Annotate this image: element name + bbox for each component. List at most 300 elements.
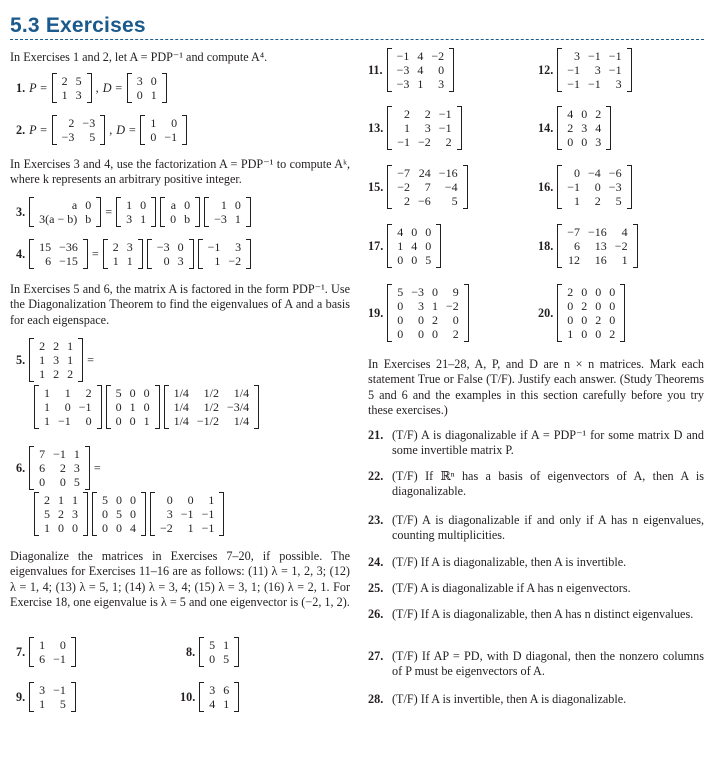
matrix-entry: 5 <box>89 130 96 144</box>
exercise-19 <box>368 284 469 342</box>
matrix-a <box>29 446 90 490</box>
matrix-entry: 2 <box>404 194 411 208</box>
exercise-8 <box>186 637 239 667</box>
matrix-entry: −1 <box>201 507 215 521</box>
matrix-entry: 12 <box>568 253 581 267</box>
separator: , <box>95 81 99 95</box>
matrix-entry: 3 <box>72 507 78 521</box>
exercise-17 <box>368 224 441 268</box>
matrix-entry: 4 <box>567 107 574 121</box>
exercise-number: 8. <box>186 645 196 659</box>
exercise-6 <box>16 446 101 490</box>
matrix-entry: 5 <box>451 194 458 208</box>
equation-label: P = <box>29 81 48 95</box>
matrix-entry: 2 <box>567 121 574 135</box>
matrix-entry: 5 <box>44 507 50 521</box>
matrix-entry: 1 <box>44 414 50 428</box>
exercise-number: 12. <box>538 63 554 77</box>
equation-label: P = <box>29 123 48 137</box>
matrix-entry: 6 <box>574 239 581 253</box>
exercise-number: 10. <box>180 690 196 704</box>
exercise-number: 1. <box>16 81 26 95</box>
matrix-entry: −2 <box>397 180 411 194</box>
matrix-entry: 6 <box>39 652 46 666</box>
matrix-entry: −1 <box>588 49 601 63</box>
matrix-entry: 4 <box>130 521 136 535</box>
matrix-entry: 0 <box>452 313 459 327</box>
exercise-number: 17. <box>368 239 384 253</box>
matrix-entry: −2 <box>160 521 173 535</box>
matrix-entry: −1 <box>608 63 622 77</box>
matrix-entry: 1 <box>417 77 424 91</box>
matrix-a <box>29 239 88 269</box>
matrix-entry: 0 <box>594 180 601 194</box>
matrix-entry: −1 <box>201 521 215 535</box>
matrix-entry: 0 <box>59 638 66 652</box>
matrix-entry: 0 <box>143 400 150 414</box>
exercise-4 <box>16 239 251 269</box>
matrix-entry: 0 <box>432 327 439 341</box>
matrix <box>29 637 76 667</box>
matrix-entry: 3 <box>209 683 216 697</box>
true-false-item <box>368 649 704 680</box>
matrix-d <box>106 385 160 429</box>
exercise-number: 7. <box>16 645 26 659</box>
matrix-entry: 0 <box>72 521 78 535</box>
matrix <box>387 284 469 342</box>
matrix <box>557 106 611 150</box>
matrix-entry: 1 <box>39 638 46 652</box>
matrix-entry: 0 <box>116 493 122 507</box>
matrix-entry: 6 <box>223 683 230 697</box>
matrix-entry: −2 <box>614 239 628 253</box>
matrix-entry: 1 <box>44 400 50 414</box>
matrix-entry: −36 <box>59 240 78 254</box>
matrix-entry: 7 <box>424 180 431 194</box>
matrix-entry: 2 <box>68 116 75 130</box>
matrix-entry: 3 <box>166 507 173 521</box>
matrix-entry: 1 <box>404 121 411 135</box>
matrix-entry: 0 <box>418 327 425 341</box>
matrix <box>387 165 467 209</box>
matrix-entry: −1 <box>588 77 601 91</box>
intro-exercises-21-28: In Exercises 21–28, A, P, and D are n × n matrices. Mark each statement True or False (T/F). Justify each answer. (Study Theorems 5 and 6 and the examples in this section carefully before you try these exercises.) <box>368 357 704 418</box>
matrix-entry: −1 <box>58 414 71 428</box>
matrix <box>199 682 239 712</box>
matrix-entry: 1 <box>150 88 157 102</box>
matrix-entry: 4 <box>417 63 424 77</box>
matrix-entry: 0 <box>171 116 178 130</box>
exercise-number: 23. <box>368 513 384 527</box>
matrix-entry: 1 <box>73 447 80 461</box>
matrix <box>199 637 239 667</box>
exercise-5-factorization <box>34 385 259 429</box>
matrix-entry: 5 <box>59 697 66 711</box>
matrix-entry: 7 <box>39 447 46 461</box>
matrix-entry: 6 <box>39 461 46 475</box>
matrix-entry: 5 <box>102 493 108 507</box>
matrix-entry: 5 <box>115 386 122 400</box>
matrix-d <box>160 197 200 227</box>
exercise-2 <box>16 115 187 145</box>
matrix-entry: 0 <box>187 493 194 507</box>
matrix-entry: −1 <box>397 135 411 149</box>
matrix-entry: 1 <box>39 697 46 711</box>
true-false-item <box>368 555 704 570</box>
exercise-number: 24. <box>368 555 384 569</box>
matrix-entry: 0 <box>425 239 432 253</box>
exercise-18 <box>538 224 638 268</box>
matrix-entry: −1 <box>567 63 581 77</box>
page-title: 5.3 Exercises <box>10 14 146 37</box>
matrix-entry: 1/2 <box>203 400 220 414</box>
matrix-entry: 2 <box>61 74 68 88</box>
statement-text: (T/F) If ℝⁿ has a basis of eigenvectors of A, then A is diagonalizable. <box>392 469 704 499</box>
matrix-entry: 1 <box>67 353 74 367</box>
matrix-entry: 0 <box>574 166 581 180</box>
matrix-entry: −3/4 <box>227 400 250 414</box>
exercise-11 <box>368 48 454 92</box>
exercise-number: 13. <box>368 121 384 135</box>
matrix-entry: 0 <box>581 313 588 327</box>
matrix-entry: 0 <box>184 198 191 212</box>
matrix-entry: 0 <box>411 253 418 267</box>
intro-exercises-5-6: In Exercises 5 and 6, the matrix A is factored in the form PDP⁻¹. Use the Diagonalization Theorem to find the eigenvalues of A and a basis for each eigenspace. <box>10 282 350 327</box>
matrix-entry: −3 <box>61 130 75 144</box>
matrix-p-inverse <box>150 492 224 536</box>
matrix-entry: 4 <box>621 225 628 239</box>
matrix-entry: 1 <box>39 353 46 367</box>
matrix-entry: −16 <box>438 166 458 180</box>
matrix-entry: 2 <box>58 507 64 521</box>
matrix <box>557 284 625 342</box>
matrix-entry: 0 <box>432 285 439 299</box>
matrix-entry: 16 <box>594 253 607 267</box>
matrix-entry: 1 <box>574 194 581 208</box>
exercise-number: 3. <box>16 205 26 219</box>
matrix-entry: 1 <box>223 697 230 711</box>
true-false-item <box>368 428 704 459</box>
exercise-16 <box>538 165 632 209</box>
matrix-entry: −6 <box>608 166 622 180</box>
matrix-entry: 0 <box>39 475 46 489</box>
statement-text: (T/F) A is diagonalizable if A has n eigenvectors. <box>392 581 631 595</box>
exercise-6-factorization <box>34 492 224 536</box>
exercise-number: 5. <box>16 353 26 367</box>
exercise-number: 14. <box>538 121 554 135</box>
matrix-entry: 2 <box>445 135 452 149</box>
matrix-p-inverse <box>164 385 260 429</box>
statement-text: (T/F) If A is diagonalizable, then A has n distinct eigenvalues. <box>392 607 694 621</box>
matrix-entry: 1 <box>214 254 221 268</box>
matrix-entry: 5 <box>75 74 82 88</box>
matrix-entry: 0 <box>115 414 122 428</box>
matrix-entry: 0 <box>170 212 177 226</box>
equals-sign: = <box>87 353 95 367</box>
matrix <box>387 48 455 92</box>
title-divider <box>10 39 704 40</box>
exercise-number: 20. <box>538 306 554 320</box>
matrix-entry: 3 <box>136 74 143 88</box>
exercise-number: 19. <box>368 306 384 320</box>
matrix-entry: 13 <box>594 239 607 253</box>
matrix-entry: 4 <box>397 225 404 239</box>
matrix-entry: 1 <box>432 299 439 313</box>
matrix-entry: 0 <box>102 521 108 535</box>
equation-label: D = <box>116 123 137 137</box>
matrix-entry: 1 <box>72 493 78 507</box>
matrix-entry: 3 <box>73 461 80 475</box>
matrix-entry: −4 <box>444 180 458 194</box>
matrix-entry: 5 <box>397 285 404 299</box>
matrix-entry: b <box>184 212 191 226</box>
matrix-entry: 1 <box>129 400 136 414</box>
matrix-entry: 2 <box>452 327 459 341</box>
matrix-entry: −3 <box>82 116 96 130</box>
matrix-entry: 2 <box>85 386 92 400</box>
matrix-entry: 1 <box>234 212 241 226</box>
matrix-entry: −1 <box>567 180 581 194</box>
matrix-entry: 1 <box>44 521 50 535</box>
statement-text: (T/F) If AP = PD, with D diagonal, then the nonzero columns of P must be eigenvectors of A. <box>392 649 704 679</box>
matrix-entry: 2 <box>581 299 588 313</box>
exercise-1 <box>16 73 167 103</box>
matrix-entry: 0 <box>115 400 122 414</box>
matrix-entry: 2 <box>59 461 66 475</box>
equals-sign: = <box>105 205 113 219</box>
matrix-entry: −1 <box>78 400 92 414</box>
exercise-15 <box>368 165 468 209</box>
intro-exercises-1-2: In Exercises 1 and 2, let A = PDP⁻¹ and compute A⁴. <box>10 50 268 64</box>
true-false-item <box>368 513 704 544</box>
true-false-item <box>368 607 704 622</box>
matrix-entry: 2 <box>567 285 574 299</box>
true-false-item <box>368 469 704 500</box>
exercise-13 <box>368 106 462 150</box>
exercise-number: 16. <box>538 180 554 194</box>
matrix <box>557 165 631 209</box>
matrix-entry: −1/2 <box>196 414 220 428</box>
matrix-entry: −3 <box>396 77 410 91</box>
matrix-entry: 0 <box>163 254 170 268</box>
matrix-entry: 1 <box>58 493 64 507</box>
matrix-entry: 1 <box>61 88 68 102</box>
intro-exercises-7-20: Diagonalize the matrices in Exercises 7–20, if possible. The eigenvalues for Exercises 11–16 are as follows: (11) λ = 1, 2, 3; (12) λ = 1, 4; (13) λ = 5, 1; (14) λ = 3, 4; (15) λ = 3, 1; (16) λ = 2, 1. For Exercise 18, one eigenvalue is λ = 5 and one eigenvector is (−2, 1, 2). <box>10 549 350 610</box>
matrix-entry: a <box>71 198 78 212</box>
matrix-entry: 0 <box>438 63 445 77</box>
matrix-entry: 1 <box>397 239 404 253</box>
matrix <box>557 48 631 92</box>
exercise-5 <box>16 338 94 382</box>
exercise-number: 2. <box>16 123 26 137</box>
matrix-entry: −16 <box>588 225 607 239</box>
equals-sign: = <box>93 461 101 475</box>
matrix-entry: −1 <box>438 107 452 121</box>
matrix-p-inverse <box>198 239 252 269</box>
matrix-p <box>52 115 106 145</box>
matrix-entry: 1 <box>64 386 71 400</box>
matrix-entry: −2 <box>446 299 459 313</box>
matrix-entry: −1 <box>438 121 452 135</box>
matrix-entry: 1/4 <box>233 414 250 428</box>
exercise-number: 25. <box>368 581 384 595</box>
matrix-entry: 0 <box>609 285 616 299</box>
matrix-entry: 1 <box>67 339 74 353</box>
matrix-entry: 3 <box>126 240 133 254</box>
exercise-number: 18. <box>538 239 554 253</box>
matrix-entry: a <box>170 198 177 212</box>
matrix-entry: 1 <box>187 521 194 535</box>
matrix-entry: −3 <box>608 180 622 194</box>
matrix-entry: 0 <box>397 313 404 327</box>
matrix-entry: 2 <box>53 367 60 381</box>
matrix-entry: 0 <box>58 521 64 535</box>
matrix-entry: 2 <box>595 107 602 121</box>
equals-sign: = <box>91 247 99 261</box>
matrix-entry: 3 <box>75 88 82 102</box>
statement-text: (T/F) A is diagonalizable if A = PDP⁻¹ for some matrix D and some invertible matrix P. <box>392 428 704 458</box>
matrix-entry: 2 <box>112 240 119 254</box>
matrix-entry: 0 <box>581 327 588 341</box>
matrix-entry: 0 <box>581 135 588 149</box>
matrix-entry: 0 <box>166 493 173 507</box>
matrix-entry: 0 <box>130 493 136 507</box>
matrix-entry: 1 <box>150 116 157 130</box>
matrix-entry: 1 <box>39 367 46 381</box>
matrix-entry: 0 <box>595 299 602 313</box>
matrix-entry: 5 <box>223 652 230 666</box>
matrix-entry: 0 <box>209 652 216 666</box>
matrix-entry: 0 <box>397 327 404 341</box>
matrix-entry: 0 <box>418 313 425 327</box>
exercise-number: 6. <box>16 461 26 475</box>
matrix-entry: 2 <box>53 339 60 353</box>
matrix-d <box>147 239 194 269</box>
equation-label: D = <box>102 81 123 95</box>
matrix-entry: 1 <box>112 254 119 268</box>
matrix-entry: 3 <box>574 49 581 63</box>
matrix-entry: 0 <box>150 130 157 144</box>
matrix-entry: 0 <box>397 253 404 267</box>
matrix-p-inverse <box>204 197 251 227</box>
matrix-entry: 4 <box>417 49 424 63</box>
matrix-entry: −1 <box>608 49 622 63</box>
matrix <box>557 224 637 268</box>
matrix-entry: 0 <box>140 198 147 212</box>
matrix-entry: 3 <box>615 77 622 91</box>
exercise-7 <box>16 637 76 667</box>
matrix-entry: b <box>85 212 92 226</box>
statement-text: (T/F) If A is diagonalizable, then A is invertible. <box>392 555 627 569</box>
matrix-entry: 0 <box>85 414 92 428</box>
matrix-entry: 1/4 <box>173 386 189 400</box>
matrix-entry: 2 <box>595 313 602 327</box>
matrix-entry: 1 <box>126 254 133 268</box>
matrix-entry: 0 <box>567 313 574 327</box>
matrix-entry: 2 <box>67 367 74 381</box>
matrix-entry: −7 <box>397 166 411 180</box>
exercise-number: 26. <box>368 607 384 621</box>
matrix-entry: 1/4 <box>173 400 189 414</box>
matrix-entry: 1/4 <box>233 386 250 400</box>
matrix-entry: 0 <box>102 507 108 521</box>
matrix-entry: 0 <box>129 414 136 428</box>
matrix <box>387 106 461 150</box>
matrix-entry: 0 <box>150 74 157 88</box>
matrix-entry: 0 <box>177 240 184 254</box>
true-false-item <box>368 692 704 707</box>
matrix-entry: 2 <box>432 313 439 327</box>
matrix-entry: 0 <box>64 400 71 414</box>
matrix-entry: −1 <box>53 683 66 697</box>
exercise-number: 21. <box>368 428 384 442</box>
matrix-entry: 3 <box>235 240 242 254</box>
matrix-entry: 3 <box>53 353 60 367</box>
exercise-number: 27. <box>368 649 384 663</box>
matrix-entry: 0 <box>143 386 150 400</box>
matrix-d <box>127 73 167 103</box>
exercise-20 <box>538 284 625 342</box>
matrix-entry: 0 <box>609 313 616 327</box>
matrix-entry: 3 <box>438 77 445 91</box>
matrix-entry: −3 <box>214 212 227 226</box>
statement-text: (T/F) If A is invertible, then A is diagonalizable. <box>392 692 627 706</box>
matrix-entry: 0 <box>411 225 418 239</box>
matrix-entry: −15 <box>59 254 78 268</box>
matrix <box>387 224 441 268</box>
matrix-entry: 5 <box>116 507 122 521</box>
matrix-entry: 2 <box>39 339 46 353</box>
matrix-entry: −1 <box>207 240 221 254</box>
matrix-p <box>116 197 156 227</box>
exercise-3 <box>16 197 251 227</box>
matrix-p <box>103 239 143 269</box>
matrix-entry: 4 <box>209 697 216 711</box>
matrix-entry: −1 <box>164 130 178 144</box>
matrix-entry: −1 <box>567 77 581 91</box>
matrix-entry: 1 <box>143 414 150 428</box>
matrix-entry: 0 <box>567 135 574 149</box>
matrix-p <box>52 73 92 103</box>
matrix-entry: 24 <box>418 166 431 180</box>
matrix-entry: 1 <box>140 212 147 226</box>
matrix-entry: 0 <box>581 285 588 299</box>
matrix-entry: 1 <box>220 198 227 212</box>
matrix-entry: 1/4 <box>173 414 189 428</box>
matrix-entry: 5 <box>425 253 432 267</box>
matrix-entry: 3 <box>39 683 46 697</box>
matrix-entry: 1 <box>621 253 628 267</box>
matrix-entry: 2 <box>594 194 601 208</box>
matrix-entry: 2 <box>44 493 50 507</box>
matrix-entry: 0 <box>129 386 136 400</box>
matrix-entry: 1 <box>126 198 133 212</box>
matrix-entry: 2 <box>424 107 431 121</box>
matrix-entry: −1 <box>53 652 66 666</box>
matrix-entry: −1 <box>396 49 410 63</box>
matrix-d <box>140 115 187 145</box>
matrix-entry: 0 <box>581 107 588 121</box>
matrix-entry: 2 <box>609 327 616 341</box>
matrix-entry: 3 <box>424 121 431 135</box>
intro-exercises-3-4: In Exercises 3 and 4, use the factorization A = PDP⁻¹ to compute Aᵏ, where k represents an arbitrary positive integer. <box>10 157 350 187</box>
matrix-entry: −3 <box>156 240 170 254</box>
matrix-d <box>92 492 146 536</box>
matrix-entry: 0 <box>234 198 241 212</box>
matrix-entry: 0 <box>59 475 66 489</box>
matrix-entry: 4 <box>411 239 418 253</box>
matrix-entry: 3 <box>418 299 425 313</box>
